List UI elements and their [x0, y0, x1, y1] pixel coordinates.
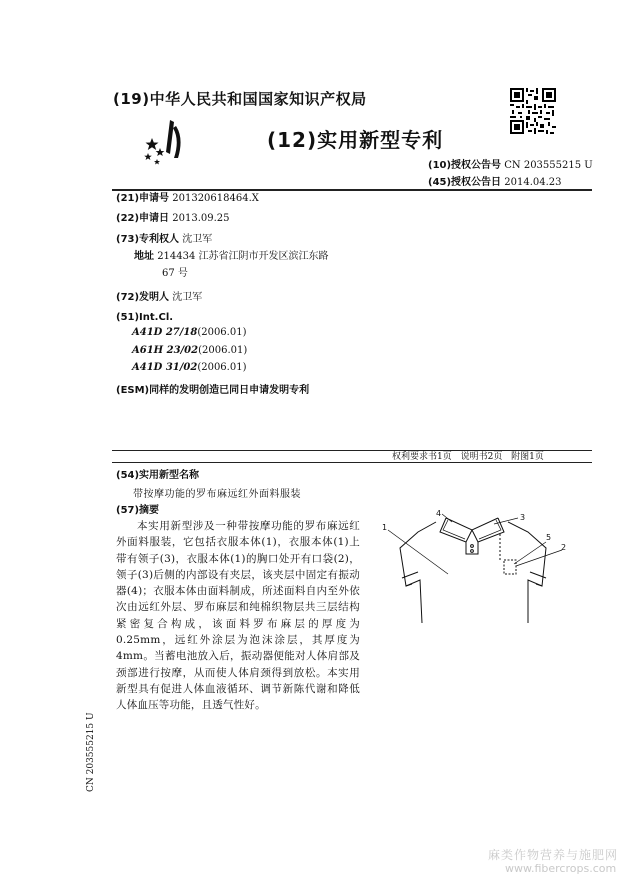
- publication-number-label: (10)授权公告号: [428, 160, 502, 171]
- abstract-label: (57)摘要: [116, 505, 160, 516]
- filing-date-field: [116, 211, 230, 226]
- ipc-entry: [132, 345, 247, 356]
- publication-number: CN 203555215 U: [504, 160, 593, 171]
- shirt-figure: [378, 508, 574, 623]
- ipc-entry: [132, 362, 246, 373]
- ipc-code: A41D 31/02: [132, 362, 198, 373]
- utility-model-title: 带按摩功能的罗布麻远红外面料服装: [133, 489, 301, 500]
- side-publication-number: CN 203555215 U: [86, 712, 96, 792]
- address-label: 地址: [134, 251, 154, 262]
- address-field: [134, 249, 329, 264]
- int-cl-label-text: (51)Int.Cl.: [116, 312, 174, 323]
- ipc-entry: [132, 327, 246, 338]
- filing-date: 2013.09.25: [172, 213, 230, 224]
- cnipa-logo-icon: [140, 118, 192, 166]
- ipc-version: (2006.01): [197, 362, 247, 373]
- page-count: 权利要求书1页 说明书2页 附图1页: [392, 452, 544, 462]
- esm-note: (ESM)同样的发明创造已同日申请发明专利: [116, 385, 310, 396]
- application-number-label: (21)申请号: [116, 193, 170, 204]
- patent-type-heading: (12)实用新型专利: [267, 128, 444, 152]
- patentee-label: (73)专利权人: [116, 234, 180, 245]
- application-number: 201320618464.X: [172, 193, 259, 204]
- filing-date-label: (22)申请日: [116, 213, 170, 224]
- publication-date-label: (45)授权公告日: [428, 177, 502, 188]
- int-cl-label: [116, 310, 173, 325]
- patentee-field: [116, 232, 212, 247]
- publication-date: 2014.04.23: [504, 177, 562, 188]
- title-label: (54)实用新型名称: [116, 470, 200, 481]
- figure-label: 2: [561, 543, 567, 552]
- figure-label: 4: [436, 509, 442, 518]
- address-line-1: 214434 江苏省江阴市开发区滨江东路: [157, 251, 329, 262]
- qr-code-icon: [510, 88, 556, 134]
- inventor: 沈卫军: [172, 292, 203, 303]
- publication-number-row: [428, 156, 593, 171]
- ipc-version: (2006.01): [197, 327, 247, 338]
- section-divider-bottom: [112, 462, 592, 463]
- patent-office-title: (19)中华人民共和国国家知识产权局: [113, 90, 367, 108]
- watermark-text: 麻类作物营养与施肥网: [488, 848, 619, 862]
- inventor-label: (72)发明人: [116, 292, 170, 303]
- figure-label: 5: [546, 533, 552, 542]
- publication-date-row: [428, 173, 562, 188]
- ipc-code: A61H 23/02: [132, 345, 199, 356]
- patentee: 沈卫军: [182, 234, 213, 245]
- watermark-url: www.fibercrops.com: [505, 862, 617, 875]
- ipc-code: A41D 27/18: [132, 327, 198, 338]
- abstract-text: 本实用新型涉及一种带按摩功能的罗布麻远红外面料服装，它包括衣服本体(1)，衣服本体(1)上带有领子(3)，衣服本体(1)的胸口处开有口袋(2)，领子(3)后侧的内部设有夹层，该夹层中固定有振动器(4)；衣服本体由面料制成，所述面料自内至外依次由远红外层、罗布麻层和纯棉织物层共三层结构紧密复合构成，该面料罗布麻层的厚度为0.25mm，远红外涂层为泡沫涂层，其厚度为4mm。当蓄电池放入后，振动器便能对人体肩部及颈部进行按摩，从而使人体肩颈得到放松。本实用新型具有促进人体血液循环、调节新陈代谢和降低人体血压等功能，且透气性好。: [116, 520, 360, 712]
- ipc-version: (2006.01): [198, 345, 248, 356]
- inventor-field: [116, 290, 202, 305]
- address-line-2: 67 号: [162, 268, 188, 279]
- figure-label: 3: [520, 513, 526, 522]
- application-number-field: [116, 191, 259, 206]
- figure-label: 1: [382, 523, 388, 532]
